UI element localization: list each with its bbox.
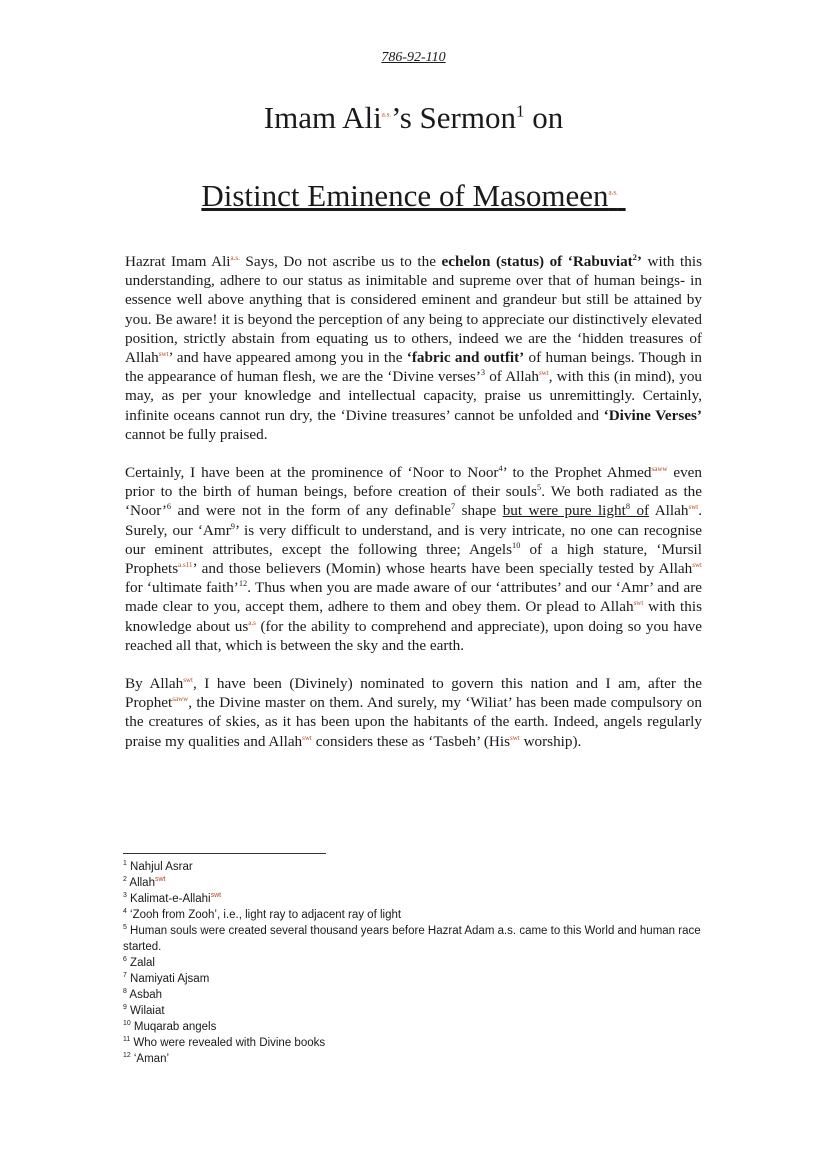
footnote-item — [123, 923, 703, 955]
footnote-number: 8 — [123, 988, 127, 996]
footnote-ref-3: 3 — [480, 368, 486, 378]
p2-text: ’ to the Prophet Ahmed — [502, 464, 652, 482]
footnote-text: ‘Aman’ — [130, 1053, 170, 1065]
title-footnote-ref: 1 — [515, 101, 525, 121]
footnote-ref-12: 12 — [238, 579, 248, 589]
p2-honorific: swt — [633, 599, 644, 608]
footnote-ref-8: 8 — [625, 502, 630, 512]
p1-text: , with this (in mind), you may, as per your knowledge and intellectual capacity, praise us unremittingly. Certainly, infinite oceans cannot run dry, the ‘Divine treasures’ cannot be unfolded and — [125, 368, 703, 424]
footnote-text: Kalimat-e-Allahi — [126, 893, 211, 905]
footnote-item — [123, 875, 703, 891]
p3-text: worship). — [519, 732, 582, 750]
footnote-number: 1 — [123, 860, 127, 868]
p1-bold — [441, 253, 641, 270]
footnote-number: 2 — [123, 876, 127, 884]
p2-honorific: swt — [688, 503, 699, 512]
p2-text: Allah — [649, 502, 689, 520]
p3-text: considers these as ‘Tasbeh’ (His — [311, 732, 511, 750]
footnote-text: Muqarab angels — [130, 1021, 217, 1033]
p1-text: of Allah — [485, 368, 539, 386]
footnote-honorific: swt — [154, 876, 166, 884]
p3-text: , the Divine master on them. And surely, my ‘Wiliat’ has been made compulsory on the creatures of skies, as it has been upon the habitants of the earth. Indeed, angels regularly praise my qualities and Allah — [125, 694, 702, 750]
footnote-item — [123, 1003, 703, 1019]
footnote-number: 4 — [123, 908, 127, 916]
document-subtitle — [0, 178, 827, 214]
title-text-b: ’s Sermon — [391, 100, 516, 135]
p1-text: with this understanding, adhere to our status as inimitable and supreme over that of human beings- in essence well above anything that is considered eminent and grandeur but still be attained by you. Be aware! it is beyond the perception of any being to appreciate our distinctively elevated position, strictly abstain from equating us to others, indeed we are the ‘hidden treasures of Allah — [125, 253, 702, 367]
footnote-ref-6: 6 — [166, 502, 172, 512]
footnote-ref-4: 4 — [498, 463, 503, 473]
p2-text: ’ and those believers (Momin) whose hearts have been specially tested by Allah — [192, 560, 693, 578]
footnote-text: Wilaiat — [126, 1005, 165, 1017]
footnote-item — [123, 859, 703, 875]
p2-text: of a high stature, ‘Mursil Prophets — [125, 540, 702, 578]
p2-underlined — [503, 502, 649, 519]
p1-text: Hazrat Imam Ali — [125, 253, 231, 270]
p2-underlined-text: of — [629, 502, 650, 520]
footnote-item — [123, 907, 703, 923]
footnote-item — [123, 1051, 703, 1067]
title-text-c: on — [524, 100, 564, 135]
p2-text: even prior to the birth of human beings, before creation of their souls — [125, 464, 702, 501]
footnote-text: Namiyati Ajsam — [126, 973, 210, 985]
p1-bold-text: ’ — [636, 253, 642, 270]
p2-text: shape — [455, 502, 503, 520]
paragraph-2 — [125, 463, 702, 655]
p3-honorific: swt — [510, 733, 520, 742]
p2-text: . Thus when you are made aware of our ‘attributes’ and our ‘Amr’ and are made clear to you, accept them, adhere to them and obey them. Or plead to Allah — [125, 579, 702, 616]
paragraph-3 — [125, 674, 702, 751]
document-reference-code: 786-92-110 — [381, 50, 446, 65]
footnote-item — [123, 1035, 703, 1051]
footnotes — [123, 859, 703, 1067]
document-title — [0, 100, 827, 136]
p2-honorific: a.s — [248, 618, 256, 627]
p1-text: Says, Do not ascribe us to the — [239, 253, 442, 270]
footnote-item — [123, 987, 703, 1003]
p3-text: , I have been (Divinely) nominated to govern this nation and I am, after the Prophet — [125, 675, 702, 712]
p1-honorific: a.s. — [230, 253, 240, 262]
p2-text: with this knowledge about us — [125, 598, 702, 635]
p2-honorific: a.s11 — [178, 560, 193, 569]
footnote-item — [123, 891, 703, 907]
footnote-item — [123, 1019, 703, 1035]
p2-text: for ‘ultimate faith’ — [125, 579, 239, 597]
p1-text: of human beings. Though in the appearance of human flesh, we are the ‘Divine verses’ — [125, 349, 702, 386]
p1-text: cannot be fully praised. — [125, 425, 268, 443]
footnote-item — [123, 955, 703, 971]
title-honorific-sup: a.s. — [381, 110, 392, 119]
title-text-a: Imam Ali — [263, 100, 382, 135]
footnote-text: Allah — [126, 877, 155, 889]
footnote-item — [123, 971, 703, 987]
footnote-number: 3 — [123, 892, 127, 900]
footnote-text: Asbah — [126, 989, 163, 1001]
footnote-number: 7 — [123, 972, 127, 980]
footnote-divider — [123, 853, 326, 854]
p1-honorific: swt — [538, 369, 549, 378]
p2-text: Certainly, I have been at the prominence of ‘Noor to Noor — [125, 464, 499, 482]
footnote-ref-5: 5 — [537, 483, 542, 493]
p2-text: and were not in the form of any definable — [171, 502, 452, 520]
p1-honorific: swt — [158, 349, 169, 358]
subtitle-honorific-sup: a.s. — [608, 188, 618, 197]
p1-bold: ‘Divine Verses’ — [603, 406, 702, 424]
p3-honorific: swt — [183, 676, 193, 684]
p2-honorific: saww — [651, 464, 668, 473]
p2-underlined-text: but were pure light — [502, 502, 626, 520]
footnote-text: Human souls were created several thousand years before Hazrat Adam a.s. came to this World and human race started. — [123, 925, 701, 953]
p3-honorific: swt — [302, 733, 312, 742]
p2-text: ’ is very difficult to understand, and is very intricate, no one can recognise our eminent attributes, except the following three; Angels — [125, 521, 702, 558]
footnote-honorific: swt — [210, 892, 222, 900]
p1-bold-text: echelon (status) of ‘Rabuviat — [441, 253, 633, 270]
sermon-body — [125, 252, 702, 770]
footnote-number: 6 — [123, 956, 127, 964]
footnote-ref-7: 7 — [451, 502, 456, 512]
p2-text: . Surely, our ‘Amr — [125, 502, 702, 539]
p2-text: . We both radiated as the ‘Noor’ — [125, 483, 702, 520]
p1-bold: ‘fabric and outfit’ — [406, 349, 525, 367]
footnote-number: 9 — [123, 1004, 127, 1012]
footnote-ref-9: 9 — [230, 521, 235, 531]
footnote-text: Who were revealed with Divine books — [130, 1037, 326, 1049]
footnote-text: Nahjul Asrar — [126, 861, 193, 873]
subtitle-text: Distinct Eminence of Masomeen — [201, 178, 609, 213]
p2-honorific: swt — [692, 560, 702, 569]
footnote-ref-10: 10 — [512, 540, 521, 550]
footnote-number: 11 — [123, 1036, 131, 1044]
p2-text: (for the ability to comprehend and appreciate), upon doing so you have reached all that, which is between the sky and the earth. — [125, 617, 702, 654]
footnote-ref-2: 2 — [632, 252, 637, 262]
footnote-text: ‘Zooh from Zooh’, i.e., light ray to adjacent ray of light — [126, 909, 402, 921]
paragraph-1 — [125, 252, 702, 444]
footnote-number: 10 — [123, 1020, 131, 1028]
footnote-number: 12 — [123, 1052, 131, 1060]
p3-text: By Allah — [125, 675, 184, 693]
p3-honorific: saww — [172, 695, 189, 704]
footnote-number: 5 — [123, 924, 127, 932]
footnote-text: Zalal — [126, 957, 155, 969]
p1-text: ’ and have appeared among you in the — [168, 349, 407, 367]
